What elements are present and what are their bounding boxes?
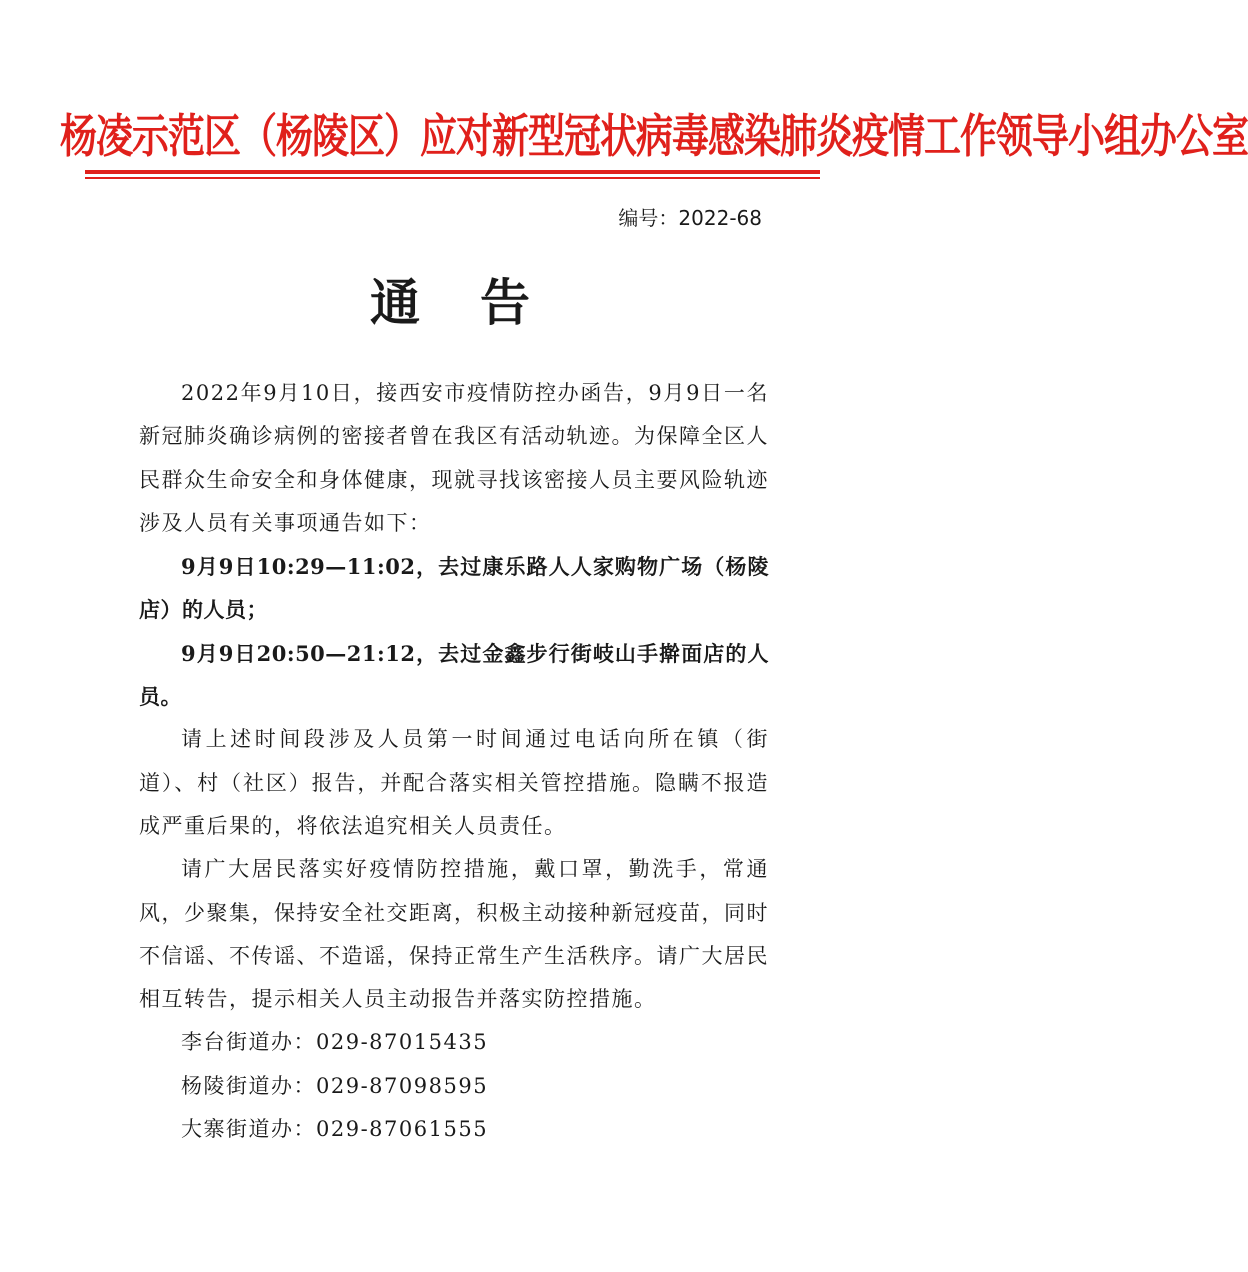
contact-item xyxy=(139,1108,769,1151)
paragraph-prevention-advice: 请广大居民落实好疫情防控措施，戴口罩，勤洗手，常通风，少聚集，保持安全社交距离，积极主动接种新冠疫苗，同时不信谣、不传谣、不造谣，保持正常生产生活秩序。请广大居民相互转告，提示相关人员主动报告并落实防控措施。 xyxy=(139,857,769,1012)
contact-name: 李台街道办 xyxy=(181,1030,294,1055)
paragraph-intro: 2022年9月10日，接西安市疫情防控办函告，9月9日一名新冠肺炎确诊病例的密接者曾在我区有活动轨迹。为保障全区人民群众生命安全和身体健康，现就寻找该密接人员主要风险轨迹涉及人员有关事项通告如下： xyxy=(139,381,769,535)
contact-phone: 029-87098595 xyxy=(316,1073,489,1098)
document-number: 编号：2022-68 xyxy=(618,206,762,230)
contact-separator: ： xyxy=(293,1117,316,1142)
contact-item xyxy=(139,1065,769,1108)
contact-separator: ： xyxy=(293,1030,316,1055)
paragraph-risk-location-2: 9月9日20:50—21:12，去过金鑫步行街岐山手擀面店的人员。 xyxy=(139,640,769,710)
paragraph-report-instruction: 请上述时间段涉及人员第一时间通过电话向所在镇（街道）、村（社区）报告，并配合落实相关管控措施。隐瞒不报造成严重后果的，将依法追究相关人员责任。 xyxy=(139,727,769,838)
header-rule-thin xyxy=(85,177,820,179)
issuing-office-title: 杨凌示范区（杨陵区）应对新型冠状病毒感染肺炎疫情工作领导小组办公室 xyxy=(60,108,1248,163)
contact-name: 大寨街道办 xyxy=(181,1117,294,1142)
contact-list xyxy=(139,1021,769,1151)
contact-item xyxy=(139,1021,769,1064)
contact-phone: 029-87015435 xyxy=(316,1030,489,1055)
document-title: 通告 xyxy=(370,274,590,332)
paragraph-risk-location-1: 9月9日10:29—11:02，去过康乐路人人家购物广场（杨陵店）的人员； xyxy=(139,554,769,623)
document-body xyxy=(139,372,769,1151)
header-rule-thick xyxy=(85,170,820,174)
contact-separator: ： xyxy=(293,1073,316,1098)
contact-name: 杨陵街道办 xyxy=(181,1073,294,1098)
contact-phone: 029-87061555 xyxy=(316,1117,489,1142)
